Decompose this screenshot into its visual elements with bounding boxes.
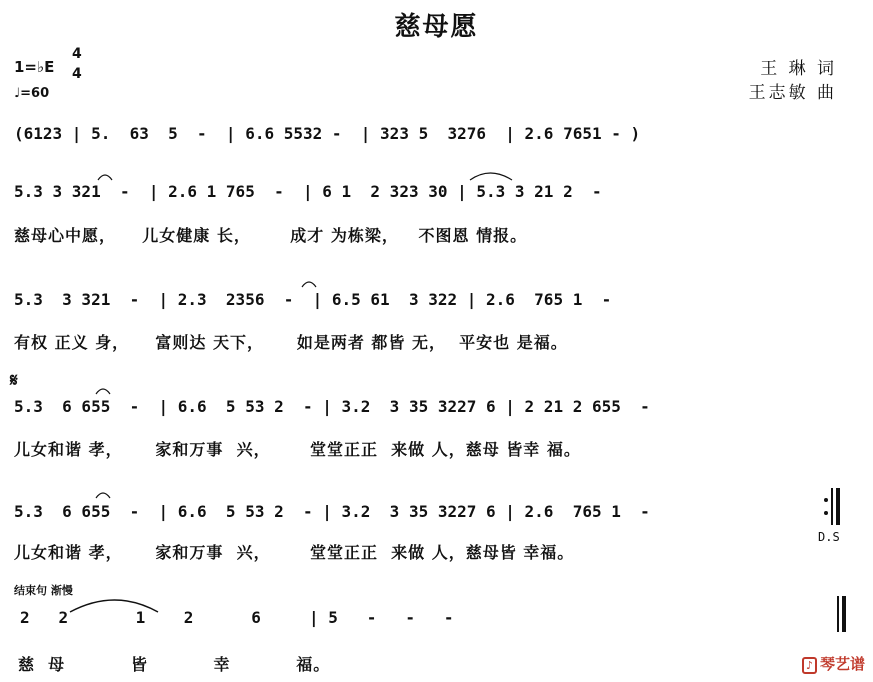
music-line-4: 5.3 6 655 - | 6.6 5 53 2 - | 3.2 3 35 3227 6 | 2.6 765 1 - bbox=[14, 502, 650, 521]
lyric-line-2: 有权 正义 身， 富则达 天下， 如是两者 都皆 无， 平安也 是福。 bbox=[14, 333, 568, 352]
tempo-marking: ♩=60 bbox=[14, 86, 50, 101]
lyric-line-3: 儿女和谐 孝， 家和万事 兴， 堂堂正正 来做 人，慈母 皆幸 福。 bbox=[14, 440, 581, 459]
dal-segno-mark: D.S bbox=[818, 530, 840, 544]
lyric-line-4: 儿女和谐 孝， 家和万事 兴， 堂堂正正 来做 人，慈母皆 幸福。 bbox=[14, 543, 575, 562]
time-signature-top: 4 bbox=[72, 46, 82, 62]
watermark-logo: ♪ 琴艺谱 bbox=[802, 653, 865, 674]
key-signature: 1=♭E bbox=[14, 58, 55, 76]
music-line-1: 5.3 3 321 - | 2.6 1 765 - | 6 1 2 323 30 | 5.3 3 21 2 - bbox=[14, 182, 602, 201]
music-line-2: 5.3 3 321 - | 2.3 2356 - | 6.5 61 3 322 | 2.6 765 1 - bbox=[14, 290, 612, 309]
composer-credit: 王志敏 曲 bbox=[748, 83, 837, 103]
music-line-3: 5.3 6 655 - | 6.6 5 53 2 - | 3.2 3 35 3227 6 | 2 21 2 655 - bbox=[14, 397, 650, 416]
music-line-ending: 2 2 1 2 6 | 5 - - - bbox=[20, 608, 454, 627]
lyric-line-1: 慈母心中愿， 儿女健康 长， 成才 为栋梁， 不图恩 情报。 bbox=[14, 226, 528, 245]
time-signature-bottom: 4 bbox=[72, 66, 82, 82]
song-title: 慈母愿 bbox=[394, 12, 479, 42]
logo-icon: ♪ bbox=[802, 657, 817, 674]
segno-sign: 𝄋 bbox=[10, 370, 18, 391]
music-line-intro: (6123 | 5. 63 5 - | 6.6 5532 - | 323 5 3276 | 2.6 7651 - ) bbox=[14, 124, 641, 143]
lyric-line-ending: 慈 母 皆 幸 福。 bbox=[18, 655, 331, 674]
ending-label: 结束句 渐慢 bbox=[14, 584, 73, 597]
lyricist-credit: 王 琳 词 bbox=[760, 59, 837, 79]
